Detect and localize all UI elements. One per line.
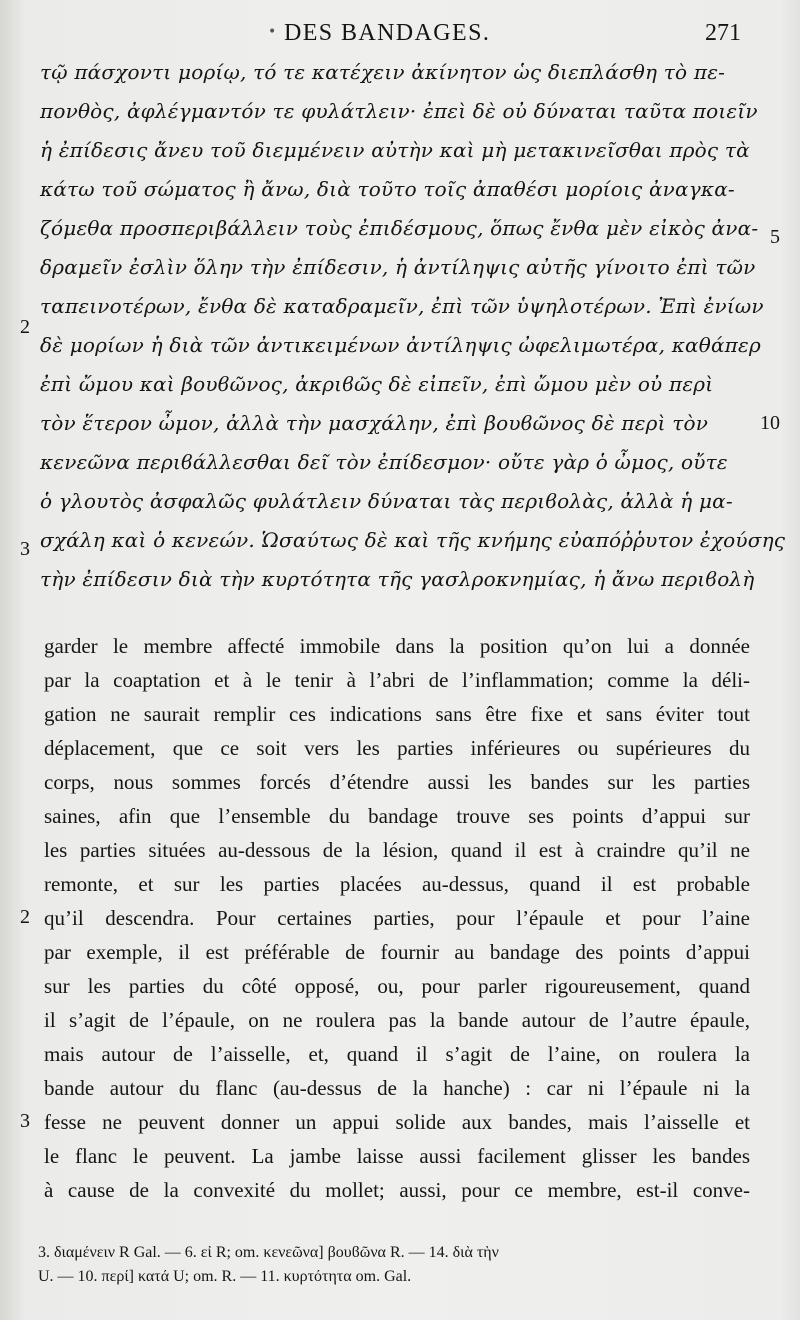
french-line: sur les parties du côté opposé, ou, pour parler rigoureusement, quand xyxy=(44,974,750,998)
line-marker-right: 5 xyxy=(770,226,780,248)
line-marker-left: 2 xyxy=(20,906,30,928)
greek-line: ταπεινοτέρων, ἔνθα δὲ καταδραμεῖν, ἐπὶ τῶν ὑψηλοτέρων. Ἐπὶ ἐνίων xyxy=(40,294,764,318)
footnote-line: U. — 10. περί] κατά U; om. R. — 11. κυρτότητα om. Gal. xyxy=(38,1268,412,1285)
french-line: à cause de la convexité du mollet; aussi, pour ce membre, est-il conve- xyxy=(44,1178,750,1202)
greek-line: κενεῶνα περιϐάλλεσθαι δεῖ τὸν ἐπίδεσμον· οὔτε γὰρ ὁ ὦμος, οὔτε xyxy=(40,450,728,474)
greek-line: ἐπὶ ὤμου καὶ βουϐῶνος, ἀκριϐῶς δὲ εἰπεῖν, ἐπὶ ὤμου μὲν οὐ περὶ xyxy=(40,372,714,396)
french-line: mais autour de l’aisselle, et, quand il s’agit de l’aine, on roulera la xyxy=(44,1042,750,1066)
french-line: qu’il descendra. Pour certaines parties, pour l’épaule et pour l’aine xyxy=(44,906,750,930)
french-line: par exemple, il est préférable de fournir au bandage des points d’appui xyxy=(44,940,750,964)
line-marker-left: 2 xyxy=(20,316,30,338)
french-line: fesse ne peuvent donner un appui solide aux bandes, mais l’aisselle et xyxy=(44,1110,750,1134)
greek-line: τῷ πάσχοντι μορίῳ, τό τε κατέχειν ἀκίνητον ὡς διεπλάσθη τὸ πε- xyxy=(40,60,726,84)
greek-line: δραμεῖν ἐσλὶν ὅλην τὴν ἐπίδεσιν, ἡ ἀντίληψις αὐτῆς γίνοιτο ἐπὶ τῶν xyxy=(40,255,756,279)
page-number: 271 xyxy=(705,20,741,46)
page-title: DES BANDAGES. xyxy=(284,20,491,46)
greek-line: κάτω τοῦ σώματος ἢ ἄνω, διὰ τοῦτο τοῖς ἀπαθέσι μορίοις ἀναγκα- xyxy=(40,177,735,201)
french-line: corps, nous sommes forcés d’étendre aussi les bandes sur les parties xyxy=(44,770,750,794)
greek-line: σχάλη καὶ ὁ κενεών. Ὡσαύτως δὲ καὶ τῆς κνήμης εὐαπόῤῥυτον ἐχούσης xyxy=(40,528,786,552)
running-header xyxy=(0,18,800,52)
header-ornament: • xyxy=(268,24,277,40)
french-line: le flanc le peuvent. La jambe laisse aussi facilement glisser les bandes xyxy=(44,1144,750,1168)
french-line: saines, afin que l’ensemble du bandage trouve ses points d’appui sur xyxy=(44,804,750,828)
french-line: par la coaptation et à le tenir à l’abri de l’inflammation; comme la déli- xyxy=(44,668,750,692)
greek-line: ὁ γλουτὸς ἀσφαλῶς φυλάτλειν δύναται τὰς περιϐολὰς, ἀλλὰ ἡ μα- xyxy=(40,489,733,513)
greek-line: δὲ μορίων ἡ διὰ τῶν ἀντικειμένων ἀντίληψις ὠφελιμωτέρα, καθάπερ xyxy=(40,333,761,357)
french-line: bande autour du flanc (au-dessus de la hanche) : car ni l’épaule ni la xyxy=(44,1076,750,1100)
greek-line: ἡ ἐπίδεσις ἄνευ τοῦ διεμμένειν αὐτὴν καὶ μὴ μετακινεῖσθαι πρὸς τὰ xyxy=(40,138,750,162)
line-marker-right: 10 xyxy=(760,412,780,434)
french-line: garder le membre affecté immobile dans la position qu’on lui a donnée xyxy=(44,634,750,658)
french-line: les parties situées au-dessous de la lésion, quand il est à craindre qu’il ne xyxy=(44,838,750,862)
french-line: remonte, et sur les parties placées au-dessus, quand il est probable xyxy=(44,872,750,896)
footnote-line: 3. διαμένειν R Gal. — 6. εἰ R; om. κενεῶνα] βουϐῶνα R. — 14. διὰ τὴν xyxy=(38,1244,499,1261)
line-marker-left: 3 xyxy=(20,538,30,560)
greek-line: τὸν ἕτερον ὦμον, ἀλλὰ τὴν μασχάλην, ἐπὶ βουϐῶνος δὲ περὶ τὸν xyxy=(40,411,709,435)
greek-line: πονθὸς, ἀφλέγμαντόν τε φυλάτλειν· ἐπεὶ δὲ οὐ δύναται ταῦτα ποιεῖν xyxy=(40,99,758,123)
french-line: déplacement, que ce soit vers les parties inférieures ou supérieures du xyxy=(44,736,750,760)
line-marker-left: 3 xyxy=(20,1110,30,1132)
french-line: il s’agit de l’épaule, on ne roulera pas la bande autour de l’autre épaule, xyxy=(44,1008,750,1032)
greek-line: τὴν ἐπίδεσιν διὰ τὴν κυρτότητα τῆς γασλροκνημίας, ἡ ἄνω περιϐολὴ xyxy=(40,567,755,591)
french-line: gation ne saurait remplir ces indications sans être fixe et sans éviter tout xyxy=(44,702,750,726)
greek-line: ζόμεθα προσπεριβάλλειν τοὺς ἐπιδέσμους, ὅπως ἔνθα μὲν εἰκὸς ἀνα- xyxy=(40,216,759,240)
